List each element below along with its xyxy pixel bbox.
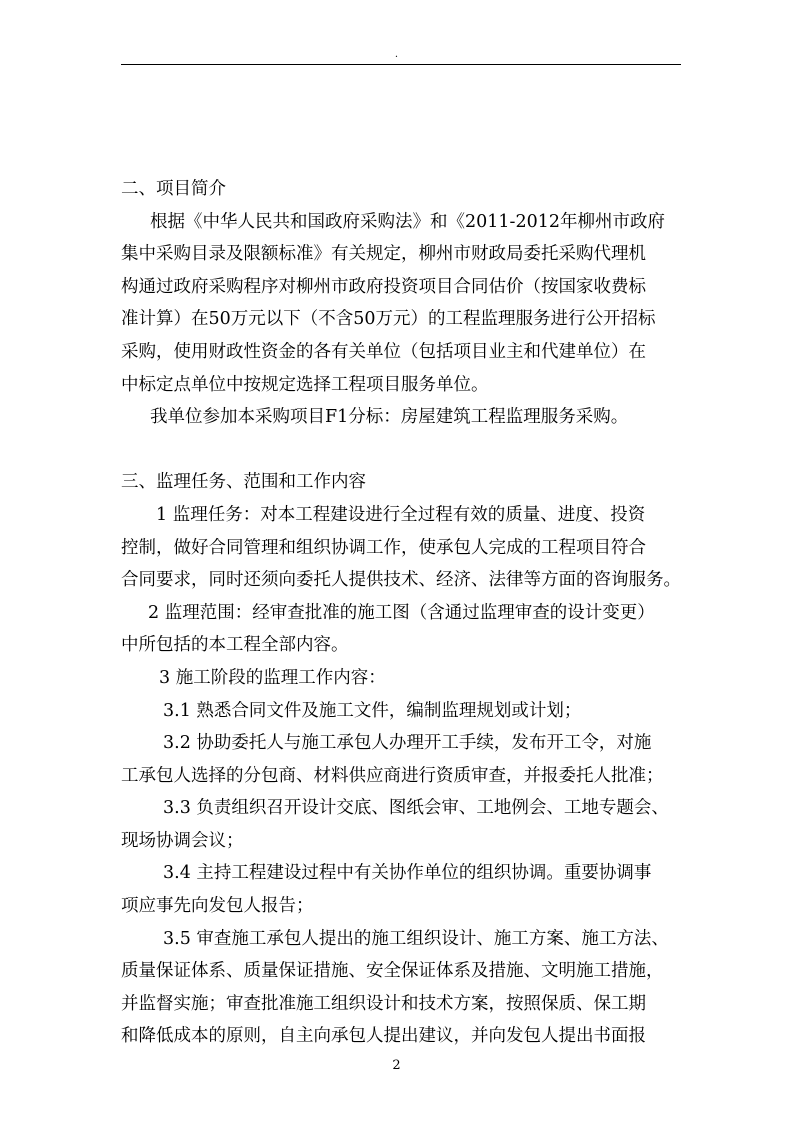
- paragraph-line: 3.4 主持工程建设过程中有关协作单位的组织协调。重要协调事: [163, 863, 652, 884]
- document-body: [121, 173, 696, 1053]
- paragraph-line: 合同要求，同时还须向委托人提供技术、经济、法律等方面的咨询服务。: [121, 570, 681, 591]
- paragraph-line: 中所包括的本工程全部内容。: [121, 635, 349, 656]
- paragraph-line: 3.1 熟悉合同文件及施工文件，编制监理规划或计划；: [163, 700, 582, 721]
- paragraph-line: 现场协调会议；: [121, 830, 244, 851]
- paragraph-line: 3.5 审查施工承包人提出的施工组织设计、施工方案、施工方法、: [163, 928, 669, 949]
- paragraph-line: 并监督实施；审查批准施工组织设计和技术方案，按照保质、保工期: [121, 993, 646, 1014]
- paragraph-line: 1 监理任务：对本工程建设进行全过程有效的质量、进度、投资: [156, 504, 646, 525]
- header-rule: [121, 64, 681, 65]
- paragraph-line: 2 监理范围：经审查批准的施工图（含通过监理审查的设计变更）: [148, 602, 655, 623]
- section-heading: 二、项目简介: [121, 179, 226, 199]
- paragraph-line: 集中采购目录及限额标准》有关规定，柳州市财政局委托采购代理机: [121, 244, 646, 265]
- page-number: 2: [392, 1058, 401, 1073]
- paragraph-line: 工承包人选择的分包商、材料供应商进行资质审查，并报委托人批准；: [121, 765, 664, 786]
- header-mark: .: [394, 49, 399, 60]
- paragraph-line: 质量保证体系、质量保证措施、安全保证体系及措施、文明施工措施，: [121, 961, 664, 982]
- paragraph-line: 采购，使用财政性资金的各有关单位（包括项目业主和代建单位）在: [121, 341, 646, 362]
- paragraph-line: 3 施工阶段的监理工作内容：: [159, 667, 386, 688]
- paragraph-line: 我单位参加本采购项目F1分标：房屋建筑工程监理服务采购。: [150, 407, 629, 428]
- blank-line: [121, 434, 696, 467]
- paragraph-line: 控制，做好合同管理和组织协调工作，使承包人完成的工程项目符合: [121, 537, 646, 558]
- paragraph-line: 3.2 协助委托人与施工承包人办理开工手续，发布开工令，对施: [163, 733, 652, 754]
- paragraph-line: 项应事先向发包人报告；: [121, 896, 314, 917]
- paragraph-line: 准计算）在50万元以下（不含50万元）的工程监理服务进行公开招标: [121, 309, 656, 330]
- paragraph-line: 构通过政府采购程序对柳州市政府投资项目合同估价（按国家收费标: [121, 276, 646, 297]
- paragraph-line: 中标定点单位中按规定选择工程项目服务单位。: [121, 374, 489, 395]
- paragraph-line: 根据《中华人民共和国政府采购法》和《2011-2012年柳州市政府: [150, 211, 665, 232]
- paragraph-line: 3.3 负责组织召开设计交底、图纸会审、工地例会、工地专题会、: [163, 798, 669, 819]
- paragraph-line: 和降低成本的原则，自主向承包人提出建议，并向发包人提出书面报: [121, 1026, 646, 1047]
- section-heading: 三、监理任务、范围和工作内容: [121, 472, 366, 493]
